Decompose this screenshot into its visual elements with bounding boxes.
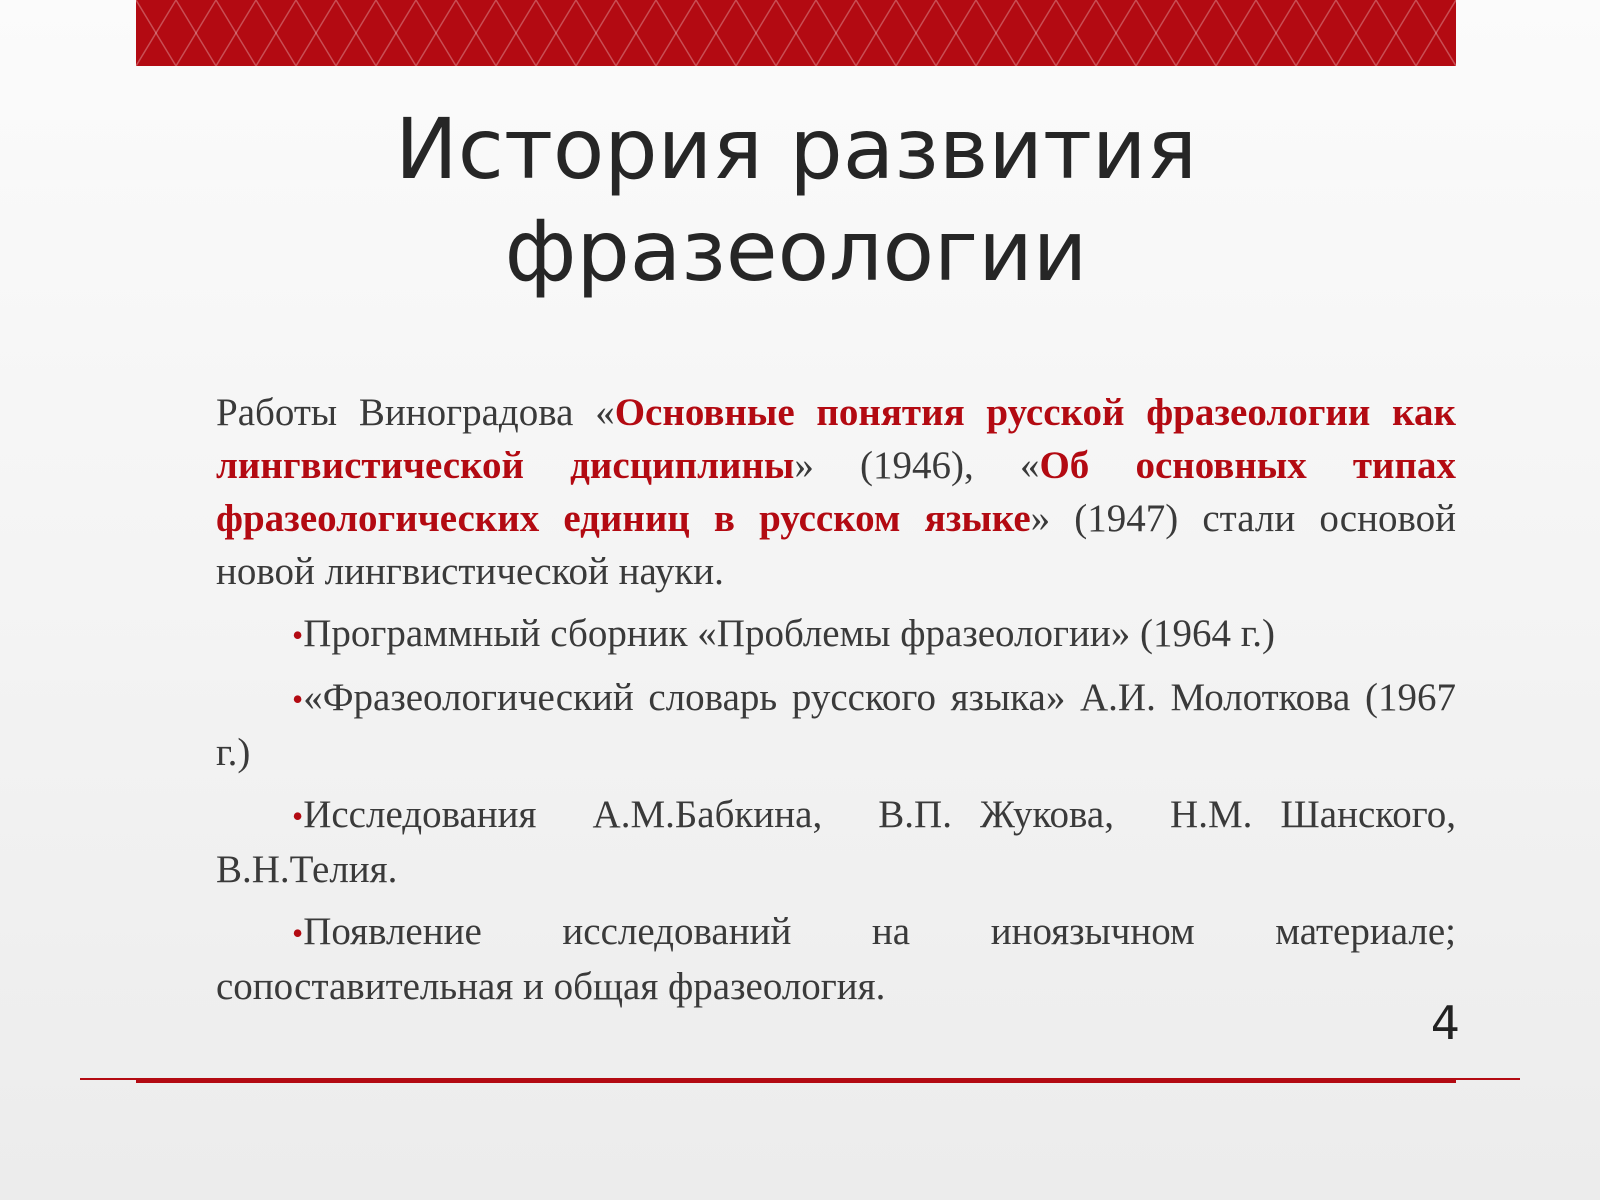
page-number: 4 — [1430, 996, 1460, 1050]
list-item — [216, 607, 1456, 662]
diamond-pattern-icon — [136, 0, 1456, 66]
intro-text-1: Работы Виноградова « — [216, 391, 615, 434]
bullet-icon: • — [292, 915, 304, 951]
list-item-text: Появление исследований на иноязычном материале; сопоставительная и общая фразеология. — [216, 910, 1456, 1008]
footer-rule-thick — [136, 1078, 1456, 1083]
title-line-2: фразеологии — [504, 202, 1088, 300]
list-item — [216, 671, 1456, 779]
intro-paragraph — [216, 386, 1456, 598]
list-item-text: Исследования А.М.Бабкина, В.П. Жукова, Н.М. Шанского, В.Н.Телия. — [216, 793, 1466, 891]
header-band — [136, 0, 1456, 66]
intro-text-2: » (1946), « — [794, 444, 1040, 487]
bullet-icon: • — [292, 617, 304, 653]
title-line-1: История развития — [394, 100, 1198, 198]
intro-text-3: » (1947) стали основой новой лингвистической науки. — [216, 497, 1456, 593]
list-item-text: Программный сборник «Проблемы фразеологии» (1964 г.) — [303, 612, 1276, 655]
work-title-1946: Основные понятия русской фразеологии как лингвистической дисциплины — [216, 391, 1456, 487]
work-title-1947: Об основных типах фразеологических единиц в русском языке — [216, 444, 1457, 540]
bullet-icon: • — [292, 681, 304, 717]
bullet-icon: • — [292, 798, 304, 834]
list-item-text: «Фразеологический словарь русского языка» А.И. Молоткова (1967 г.) — [216, 676, 1456, 774]
list-item — [216, 905, 1456, 1013]
list-item — [216, 788, 1466, 896]
slide-title — [136, 98, 1456, 302]
slide-body — [216, 386, 1466, 1013]
